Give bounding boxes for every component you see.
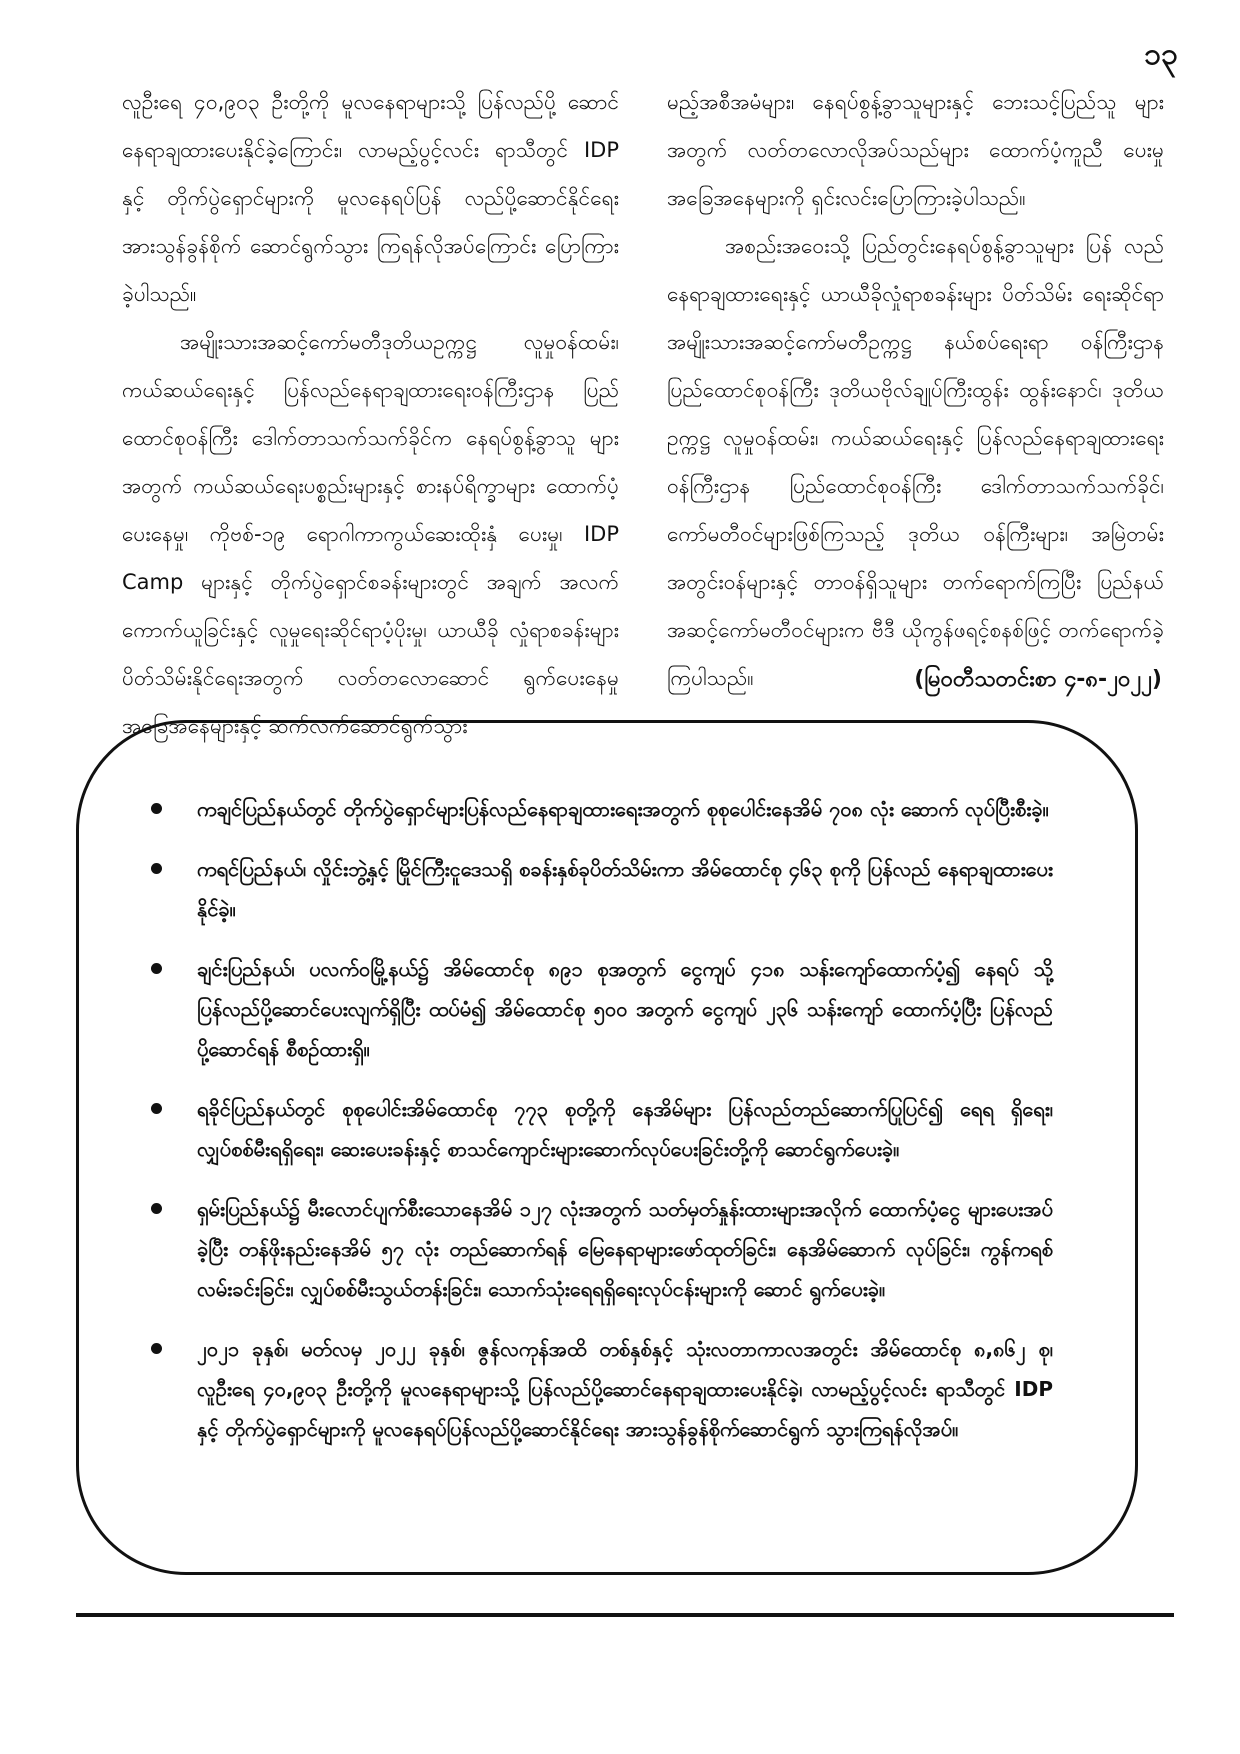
highlight-item	[151, 1089, 1053, 1169]
bullet-icon	[151, 1203, 162, 1214]
bullet-icon	[151, 1103, 162, 1114]
highlight-text: ရခိုင်ပြည်နယ်တွင် စုစုပေါင်းအိမ်ထောင်စု ၇၇၃ စုတို့ကို နေအိမ်များ ပြန်လည်တည်ဆောက်ပြုပြင်၍ ရေရ ရှိရေး၊ လျှပ်စစ်မီးရရှိရေး၊ ဆေးပေးခန်းနှင့် စာသင်ကျောင်းများဆောက်လုပ်ပေးခြင်းတို့ကို ဆောင်ရွက်ပေးခဲ့။	[197, 1097, 1053, 1161]
highlight-item	[151, 949, 1053, 1069]
left-column	[122, 78, 619, 750]
article-paragraph: မည့်အစီအမံများ၊ နေရပ်စွန့်ခွာသူများနှင့် ဘေးသင့်ပြည်သူ များအတွက် လတ်တလောလိုအပ်သည်များ ထောက်ပံ့ကူညီ ပေးမှုအခြေအနေများကို ရှင်းလင်းပြောကြားခဲ့ပါသည်။	[667, 90, 1164, 210]
highlight-item	[151, 789, 1053, 829]
highlight-item	[151, 1329, 1053, 1449]
article-paragraph: လူဦးရေ ၄၀,၉၀၃ ဦးတို့ကို မူလနေရာများသို့ ပြန်လည်ပို့ ဆောင်နေရာချထားပေးနိုင်ခဲ့ကြောင်း၊ လာမည့်ပွင့်လင်း ရာသီတွင် IDP နှင့် တိုက်ပွဲရှောင်များကို မူလနေရပ်ပြန် လည်ပို့ဆောင်နိုင်ရေး အားသွန်ခွန်စိုက် ဆောင်ရွက်သွား ကြရန်လိုအပ်ကြောင်း ပြောကြားခဲ့ပါသည်။	[122, 90, 619, 306]
highlight-text: ကရင်ပြည်နယ်၊ လှိုင်းဘွဲ့နှင့် မြိုင်ကြီးငူဒေသရှိ စခန်းနှစ်ခုပိတ်သိမ်းကာ အိမ်ထောင်စု ၄၆၃ စုကို ပြန်လည် နေရာချထားပေးနိုင်ခဲ့။	[197, 857, 1053, 921]
highlight-text: ရှမ်းပြည်နယ်၌ မီးလောင်ပျက်စီးသောနေအိမ် ၁၂၇ လုံးအတွက် သတ်မှတ်နှုန်းထားများအလိုက် ထောက်ပံ့ငွေ များပေးအပ်ခဲ့ပြီး တန်ဖိုးနည်းနေအိမ် ၅၇ လုံး တည်ဆောက်ရန် မြေနေရာများဖော်ထုတ်ခြင်း၊ နေအိမ်ဆောက် လုပ်ခြင်း၊ ကွန်ကရစ်လမ်းခင်းခြင်း၊ လျှပ်စစ်မီးသွယ်တန်းခြင်း၊ သောက်သုံးရေရရှိရေးလုပ်ငန်းများကို ဆောင် ရွက်ပေးခဲ့။	[197, 1197, 1053, 1301]
article-body	[122, 78, 1164, 750]
source-citation: (မြဝတီသတင်းစာ ၄-၈-၂၀၂၂)	[914, 667, 1162, 692]
right-column	[667, 78, 1164, 750]
highlight-text: ကချင်ပြည်နယ်တွင် တိုက်ပွဲရှောင်များပြန်လည်နေရာချထားရေးအတွက် စုစုပေါင်းနေအိမ် ၇၀၈ လုံး ဆောက် လုပ်ပြီးစီးခဲ့။	[197, 797, 1049, 821]
highlight-item	[151, 849, 1053, 929]
highlights-box	[76, 720, 1138, 1575]
bullet-icon	[151, 963, 162, 974]
page-number: ၁၃	[1144, 37, 1178, 72]
bullet-icon	[151, 803, 162, 814]
bullet-icon	[151, 1343, 162, 1354]
article-paragraph: အစည်းအဝေးသို့ ပြည်တွင်းနေရပ်စွန့်ခွာသူများ ပြန် လည်နေရာချထားရေးနှင့် ယာယီခိုလှုံရာစခန်းများ ပိတ်သိမ်း ရေးဆိုင်ရာ အမျိုးသားအဆင့်ကော်မတီဥက္ကဋ္ဌ နယ်စပ်ရေးရာ ဝန်ကြီးဌာန ပြည်ထောင်စုဝန်ကြီး ဒုတိယဗိုလ်ချုပ်ကြီးထွန်း ထွန်းနောင်၊ ဒုတိယဥက္ကဋ္ဌ လူမှုဝန်ထမ်း၊ ကယ်ဆယ်ရေးနှင့် ပြန်လည်နေရာချထားရေးဝန်ကြီးဌာန ပြည်ထောင်စုဝန်ကြီး ဒေါက်တာသက်သက်ခိုင်၊ ကော်မတီဝင်များဖြစ်ကြသည့် ဒုတိယ ဝန်ကြီးများ၊ အမြဲတမ်းအတွင်းဝန်များနှင့် တာဝန်ရှိသူများ တက်ရောက်ကြပြီး ပြည်နယ်အဆင့်ကော်မတီဝင်များက ဗီဒီ ယိုကွန်ဖရင့်စနစ်ဖြင့် တက်ရောက်ခဲ့ကြပါသည်။	[667, 234, 1164, 690]
highlight-text: ချင်းပြည်နယ်၊ ပလက်ဝမြို့နယ်၌ အိမ်ထောင်စု ၈၉၁ စုအတွက် ငွေကျပ် ၄၁၈ သန်းကျော်ထောက်ပံ့၍ နေရပ် သို့ ပြန်လည်ပို့ဆောင်ပေးလျက်ရှိပြီး ထပ်မံ၍ အိမ်ထောင်စု ၅၀၀ အတွက် ငွေကျပ် ၂၃၆ သန်းကျော် ထောက်ပံ့ပြီး ပြန်လည်ပို့ဆောင်ရန် စီစဉ်ထားရှိ။	[197, 957, 1053, 1061]
highlight-item	[151, 1189, 1053, 1309]
footer-divider	[76, 1613, 1174, 1617]
bullet-icon	[151, 863, 162, 874]
article-paragraph: အမျိုးသားအဆင့်ကော်မတီဒုတိယဥက္ကဋ္ဌ လူမှုဝန်ထမ်း၊ ကယ်ဆယ်ရေးနှင့် ပြန်လည်နေရာချထားရေးဝန်ကြီးဌာန ပြည် ထောင်စုဝန်ကြီး ဒေါက်တာသက်သက်ခိုင်က နေရပ်စွန့်ခွာသူ များအတွက် ကယ်ဆယ်ရေးပစ္စည်းများနှင့် စားနပ်ရိက္ခာများ ထောက်ပံ့ပေးနေမှု၊ ကိုဗစ်-၁၉ ရောဂါကာကွယ်ဆေးထိုးနှံ ပေးမှု၊ IDP Camp များနှင့် တိုက်ပွဲရှောင်စခန်းများတွင် အချက် အလက်ကောက်ယူခြင်းနှင့် လူမှုရေးဆိုင်ရာပံ့ပိုးမှု၊ ယာယီခို လှုံရာစခန်းများ ပိတ်သိမ်းနိုင်ရေးအတွက် လတ်တလောဆောင် ရွက်ပေးနေမှုအခြေအနေများနှင့် ဆက်လက်ဆောင်ရွက်သွား	[122, 330, 619, 738]
highlights-list	[151, 789, 1053, 1449]
highlight-text: ၂၀၂၁ ခုနှစ်၊ မတ်လမှ ၂၀၂၂ ခုနှစ်၊ ဇွန်လကုန်အထိ တစ်နှစ်နှင့် သုံးလတာကာလအတွင်း အိမ်ထောင်စု ၈,၈၆၂ စု၊ လူဦးရေ ၄၀,၉၀၃ ဦးတို့ကို မူလနေရာများသို့ ပြန်လည်ပို့ဆောင်နေရာချထားပေးနိုင်ခဲ့၊ လာမည့်ပွင့်လင်း ရာသီတွင် IDP နှင့် တိုက်ပွဲရှောင်များကို မူလနေရပ်ပြန်လည်ပို့ဆောင်နိုင်ရေး အားသွန်ခွန်စိုက်ဆောင်ရွက် သွားကြရန်လိုအပ်။	[197, 1337, 1053, 1441]
